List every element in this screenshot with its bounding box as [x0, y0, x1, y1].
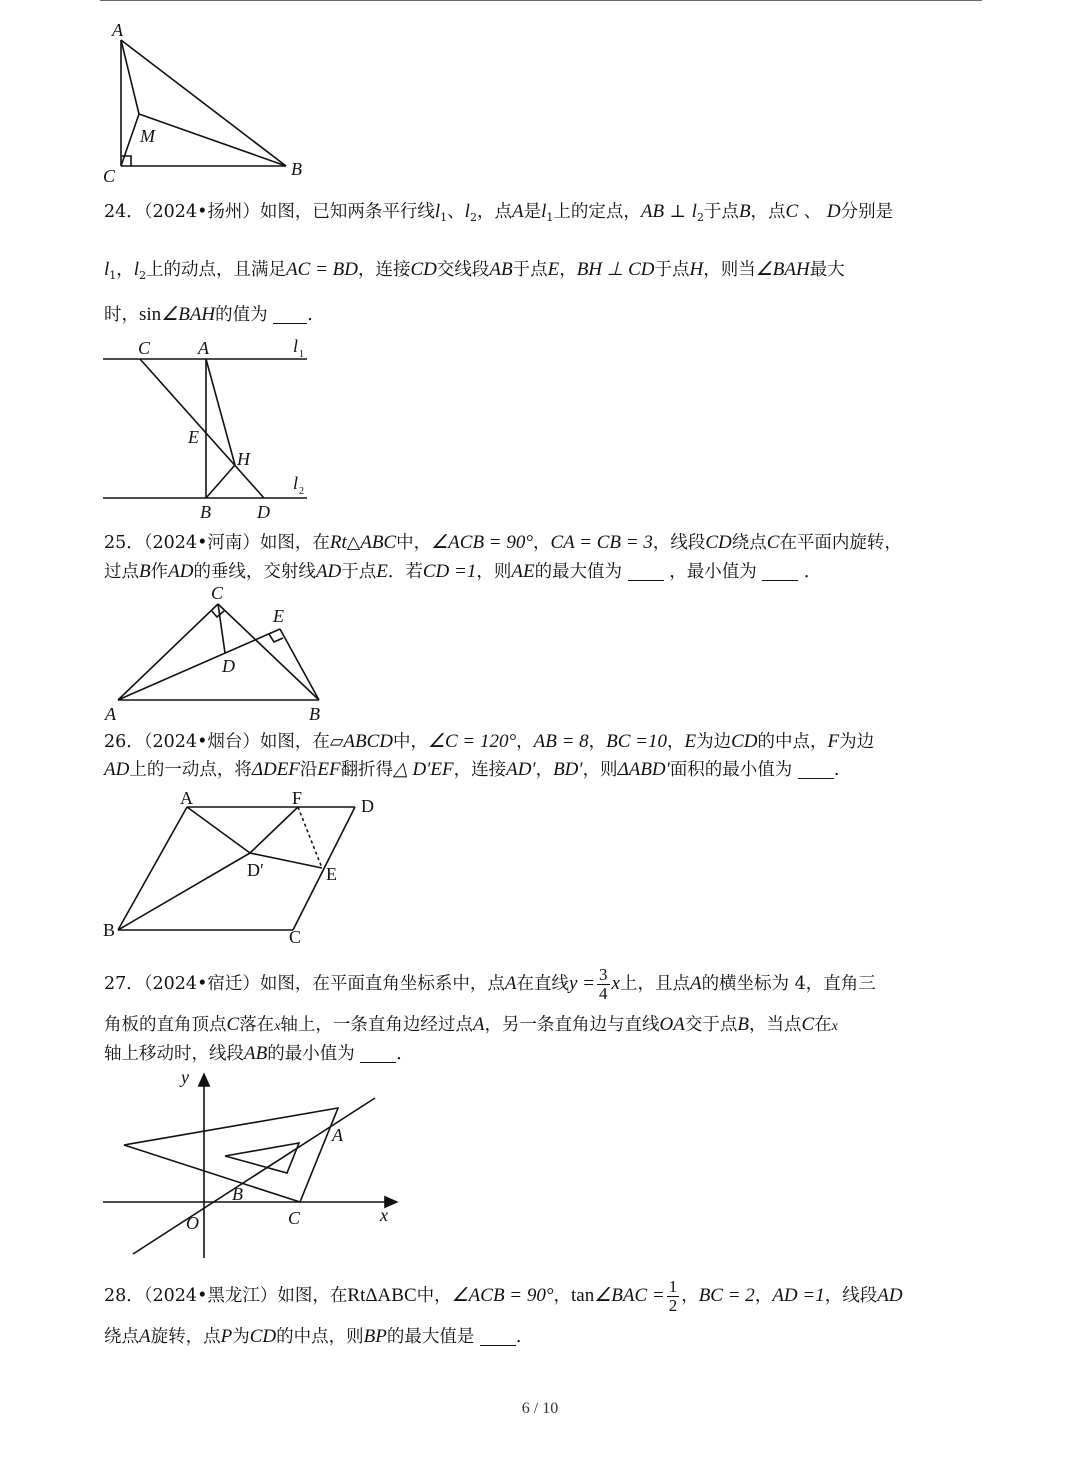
fig25-ray-ae [118, 629, 280, 700]
q27-fraction: $\frac{3}{4}$ [599, 965, 608, 1003]
q25-max-blank[interactable] [628, 562, 664, 581]
fig27-line-oa [133, 1098, 375, 1254]
figure-26-svg [100, 787, 400, 947]
fig25-label-d: D [222, 656, 235, 676]
q25-min-blank[interactable] [762, 562, 798, 581]
fig26-label-f: F [292, 788, 303, 808]
fig23-label-c: C [103, 166, 116, 186]
fig26-label-a: A [180, 788, 193, 808]
q27-source: （2024•宿迁） [143, 974, 260, 994]
fig26-label-c: C [289, 927, 302, 947]
q28-fraction: $\frac{1}{2}$ [668, 1277, 678, 1315]
fig26-edge-dc [293, 807, 355, 930]
fig24-label-b: B [200, 502, 211, 522]
figure-24 [100, 337, 320, 522]
q26-answer-blank[interactable] [798, 760, 834, 779]
q26-line2: AD上的一动点，将ΔDEF沿EF翻折得△ D′EF，连接AD′，BD′，则ΔABD′面积的最小值为 . [104, 759, 840, 780]
fig26-label-d: D [361, 796, 374, 816]
q28-answer-blank[interactable] [480, 1327, 516, 1346]
fig24-label-l2: l [293, 473, 299, 493]
q27-line2: 角板的直角顶点C落在x轴上，一条直角边经过点A，另一条直角边与直线OA交于点B，当点C在x [104, 1014, 838, 1035]
fig26-label-dprime: D′ [247, 860, 264, 880]
fig25-right-angle-mark-c [211, 610, 224, 617]
q26-source: （2024•烟台） [143, 732, 260, 752]
figure-26 [100, 787, 400, 947]
figure-23-svg [100, 18, 320, 186]
q28-number: 28． [104, 1286, 144, 1306]
top-rule [100, 0, 982, 1]
fig27-label-y: y [181, 1067, 189, 1087]
fig24-label-d: D [257, 502, 270, 522]
q27-line3: 轴上移动时，线段AB的最小值为 ． [104, 1043, 414, 1064]
q26-line1: 26．（2024•烟台）如图，在▱ABCD中，∠C = 120°，AB = 8，BC =10，E为边CD的中点，F为边 [104, 731, 875, 752]
figure-25 [100, 582, 340, 724]
fig24-label-l1-sub: 1 [299, 349, 304, 360]
q25-line1: 25．（2024•河南）如图，在Rt△ABC中，∠ACB = 90°，CA = CB = 3，线段CD绕点C在平面内旋转， [104, 532, 902, 553]
fig25-edge-cb [218, 604, 319, 700]
page-number: 6 / 10 [521, 1400, 559, 1417]
fig27-label-b: B [232, 1184, 243, 1204]
figure-23 [100, 18, 320, 186]
q24-source: （2024•扬州） [143, 202, 260, 222]
q27-number: 27． [104, 974, 144, 994]
figure-27 [100, 1066, 405, 1261]
q28-line2: 绕点A旋转，点P为CD的中点，则BP的最大值是 . [104, 1326, 522, 1347]
figure-27-svg [100, 1066, 405, 1261]
q24-line1: 24．（2024•扬州）如图，已知两条平行线$l_1$、$l_2$，点A是$l_1$上的定点，AB ⊥ $l_2$于点B，点C 、 D分别是 [104, 201, 894, 224]
fig25-label-e: E [273, 606, 284, 626]
q27-answer-blank[interactable] [360, 1044, 396, 1063]
fig27-label-o: O [186, 1213, 199, 1233]
fig24-label-l1: l [293, 336, 299, 356]
fig27-label-x: x [380, 1205, 388, 1225]
fig26-label-e: E [326, 864, 337, 884]
fig27-inner-triangle [225, 1143, 299, 1173]
q25-number: 25． [104, 533, 144, 553]
q24-line2: $l_1$，$l_2$上的动点，且满足AC = BD，连接CD交线段AB于点E，BH ⊥ CD于点H，则当∠BAH最大 [104, 259, 845, 282]
fig26-segment-fdp [250, 807, 298, 853]
fig25-label-c: C [211, 583, 224, 603]
q28-source: （2024•黑龙江） [143, 1286, 278, 1306]
q24-number: 24． [104, 202, 144, 222]
fig27-label-c: C [288, 1208, 301, 1228]
fig23-edge-mc [121, 114, 139, 166]
fig25-edge-ac [118, 604, 218, 700]
fig25-label-b: B [309, 704, 320, 724]
fig23-label-b: B [291, 159, 302, 179]
fig25-label-a: A [105, 704, 116, 724]
fig23-edge-ab [121, 40, 286, 166]
fig23-label-a: A [112, 20, 123, 40]
q26-number: 26． [104, 732, 144, 752]
fig26-segment-bdp [118, 853, 250, 930]
fig24-label-c: C [138, 338, 151, 358]
q24-line3: 时，sin∠BAH的值为 . [104, 304, 313, 325]
fig24-label-l2-sub: 2 [299, 486, 304, 497]
fig26-label-b: B [103, 920, 116, 940]
q28-line1: 28．（2024•黑龙江）如图，在RtΔABC中，∠ACB = 90°，tan∠BAC = $\frac{1}{2}$ ，BC = 2，AD =1，线段AD [104, 1277, 903, 1315]
fig24-segment-cd [140, 359, 264, 498]
fig27-label-a: A [332, 1125, 343, 1145]
fig26-segment-adp [187, 807, 250, 853]
fig24-label-h: H [237, 449, 250, 469]
fig24-segment-bh [206, 465, 235, 498]
fig26-edge-ba [118, 807, 187, 930]
q25-source: （2024•河南） [143, 533, 260, 553]
q24-answer-blank[interactable] [273, 305, 307, 324]
q25-line2: 过点B作AD的垂线，交射线AD于点E．若CD =1，则AE的最大值为 ，最小值为 ． [104, 561, 822, 582]
fig26-dashed-fe [298, 807, 322, 868]
fig24-label-e: E [188, 427, 199, 447]
fig24-label-a: A [198, 338, 209, 358]
fig25-segment-be [280, 629, 319, 700]
fig23-edge-mb [139, 114, 286, 166]
fig25-right-angle-mark-e [269, 634, 283, 642]
q27-line1: 27．（2024•宿迁）如图，在平面直角坐标系中，点A在直线y = $\frac{3}{4}$ x上，且点A的横坐标为 4，直角三 [104, 965, 876, 1003]
figure-25-svg [100, 582, 340, 724]
figure-24-svg [100, 337, 320, 522]
fig23-label-m: M [140, 126, 155, 146]
